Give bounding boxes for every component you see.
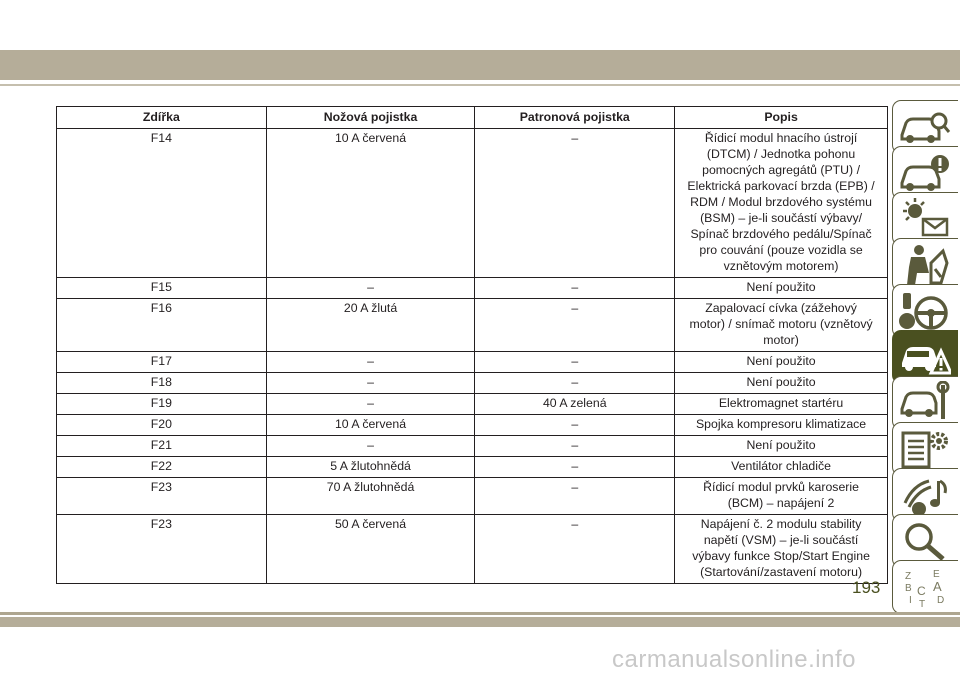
cell-cartridge-fuse: 40 A zelená [475, 394, 675, 415]
cell-slot: F17 [57, 352, 267, 373]
index-letter: B [905, 583, 912, 594]
cell-cartridge-fuse: – [475, 278, 675, 299]
spec-list-gear-icon [899, 427, 951, 471]
cell-description: Řídicí modul prvků karoserie (BCM) – napájení 2 [675, 478, 888, 515]
index-letter: C [917, 584, 926, 598]
table-row [57, 515, 888, 584]
index-letter: I [909, 595, 912, 606]
seat-airbag-icon [899, 243, 951, 287]
alphabet-index-icon [899, 565, 951, 609]
cell-cartridge-fuse: – [475, 415, 675, 436]
table-row [57, 352, 888, 373]
top-decor-band [0, 50, 960, 80]
cell-description: Není použito [675, 278, 888, 299]
cell-blade-fuse: – [266, 394, 475, 415]
page-number: 193 [852, 578, 881, 597]
cell-cartridge-fuse: – [475, 436, 675, 457]
header-cartridge-fuse: Patronová pojistka [475, 107, 675, 129]
header-slot: Zdířka [57, 107, 267, 129]
table-header-row [57, 107, 888, 129]
cell-description: Není použito [675, 436, 888, 457]
cell-blade-fuse: 70 A žlutohnědá [266, 478, 475, 515]
table-row [57, 373, 888, 394]
car-magnifier-icon [899, 105, 951, 149]
table-row [57, 299, 888, 352]
cell-blade-fuse: 20 A žlutá [266, 299, 475, 352]
multimedia-icon [899, 473, 951, 517]
cell-cartridge-fuse: – [475, 478, 675, 515]
cell-description: Není použito [675, 373, 888, 394]
cell-blade-fuse: 5 A žlutohnědá [266, 457, 475, 478]
header-blade-fuse: Nožová pojistka [266, 107, 475, 129]
cell-slot: F23 [57, 478, 267, 515]
table-row [57, 478, 888, 515]
cell-blade-fuse: 50 A červená [266, 515, 475, 584]
cell-slot: F15 [57, 278, 267, 299]
cell-slot: F20 [57, 415, 267, 436]
cell-cartridge-fuse: – [475, 457, 675, 478]
cell-blade-fuse: – [266, 436, 475, 457]
cell-blade-fuse: 10 A červená [266, 415, 475, 436]
cell-slot: F21 [57, 436, 267, 457]
cell-cartridge-fuse: – [475, 299, 675, 352]
cell-description: Spojka kompresoru klimatizace [675, 415, 888, 436]
cell-slot: F18 [57, 373, 267, 394]
cell-blade-fuse: 10 A červená [266, 129, 475, 278]
index-letter: Z [905, 571, 912, 582]
cell-description: Napájení č. 2 modulu stability napětí (VSM) – je-li součástí výbavy funkce Stop/Start Engine (Startování/zastavení motoru) [675, 515, 888, 584]
light-message-icon [899, 197, 951, 241]
fuse-table [56, 106, 888, 584]
table-row [57, 457, 888, 478]
cell-blade-fuse: – [266, 352, 475, 373]
table-row [57, 129, 888, 278]
bottom-decor-band [0, 617, 960, 627]
cell-slot: F14 [57, 129, 267, 278]
tab-alphabetical-index[interactable] [892, 560, 958, 614]
bottom-decor-line [0, 612, 960, 615]
cell-cartridge-fuse: – [475, 129, 675, 278]
cell-slot: F23 [57, 515, 267, 584]
table-row [57, 436, 888, 457]
cell-description: Elektromagnet startéru [675, 394, 888, 415]
car-tools-icon [899, 381, 951, 425]
cell-cartridge-fuse: – [475, 515, 675, 584]
top-decor-line [0, 84, 960, 86]
cell-description: Není použito [675, 352, 888, 373]
watermark-text: carmanualsonline.info [612, 646, 856, 673]
index-letter: E [933, 569, 940, 580]
cell-blade-fuse: – [266, 373, 475, 394]
cell-blade-fuse: – [266, 278, 475, 299]
index-letter: T [919, 599, 926, 609]
cell-description: Ventilátor chladiče [675, 457, 888, 478]
index-letter: D [937, 595, 945, 606]
search-index-icon [899, 519, 951, 563]
car-warning-info-icon [899, 151, 951, 195]
table-row [57, 415, 888, 436]
table-row [57, 278, 888, 299]
cell-slot: F22 [57, 457, 267, 478]
car-breakdown-warning-icon [899, 335, 951, 379]
cell-cartridge-fuse: – [475, 352, 675, 373]
table-row [57, 394, 888, 415]
index-letter: A [933, 579, 942, 594]
header-description: Popis [675, 107, 888, 129]
cell-cartridge-fuse: – [475, 373, 675, 394]
cell-description: Zapalovací cívka (zážehový motor) / snímač motoru (vznětový motor) [675, 299, 888, 352]
cell-slot: F16 [57, 299, 267, 352]
steering-wheel-key-icon [899, 289, 951, 333]
cell-slot: F19 [57, 394, 267, 415]
cell-description: Řídicí modul hnacího ústrojí (DTCM) / Jednotka pohonu pomocných agregátů (PTU) / Elektrická parkovací brzda (EPB) / RDM / Modul brzdového systému (BSM) – je-li součástí výbavy/ Spínač brzdového pedálu/Spínač pro couvání (pouze vozidla se vznětovým motorem) [675, 129, 888, 278]
